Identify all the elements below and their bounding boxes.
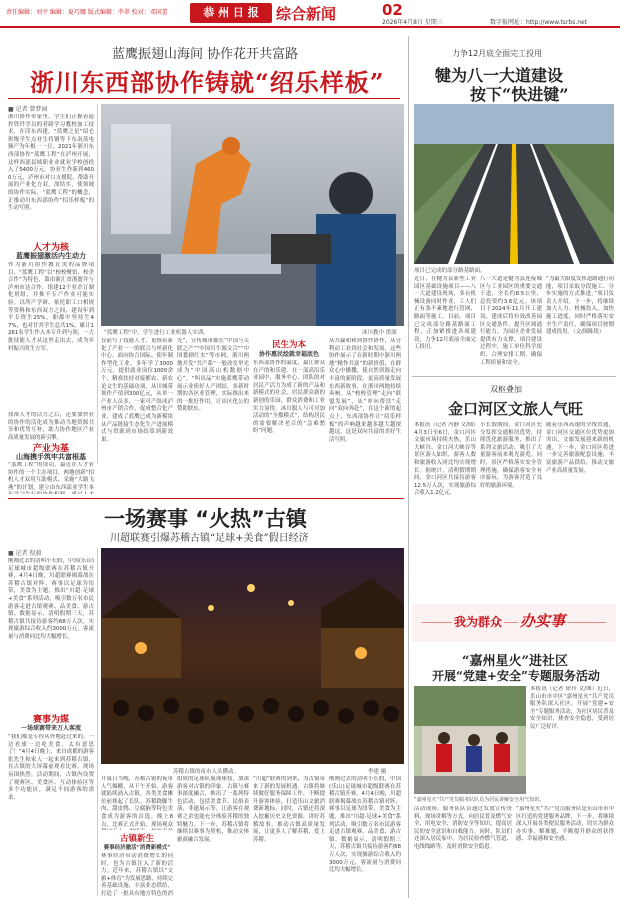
service-banner [412,604,616,642]
column-rule [97,548,98,896]
lead-sub3: 民生为本 [271,340,306,350]
lead-photo-credit: 沐川教中 供图 [362,330,397,336]
second-body2: “我们都是专程从外地赶过来的，一边看球一边吃美食，太有意思了！”4月4日晚上，来自成都的游客张先生和家人一起来到苏稽古镇，在古镇的大屏幕前观看比赛，现场氛围热烈。活动期间，古镇内设置了观赛区、美食区、互动体验区等多个功能区，满足不同游客的需求。 [8,734,94,801]
lead-headline[interactable]: 浙川东西部协作铸就“绍乐样板” [30,68,385,97]
second-headline[interactable]: 一场赛事 “火热”古镇 [104,507,307,531]
banner-left: 我为群众 [454,615,503,629]
right-mid-headline[interactable]: 金口河区文旅人气旺 [448,400,584,418]
right-mid-kicker: 双枢叠加 [490,385,522,394]
right-mid-body2: 小长假期间，金口河区充分发挥交通枢纽优势，持续优化旅游服务，推出了系列文旅活动，吸引了大量游客前来观光游览。同时，景区严格落实安全管理措施，确保游客安全有序游玩，为游客营造了良好的旅游环境。 [480,422,542,489]
newspaper-logo: 恭 州 日 报 [190,3,272,23]
second-sub1: 赛事为媒 [32,715,69,725]
right-top-kicker: 力争12月底全面完工投用 [452,49,543,58]
second-col5: 刚刚过去的清明小长假，中国(乐山)足球城市超级联赛在苏稽古镇开赛，4月4日晚，川超联赛揭幕战在苏稽古镇对阵，赛事以足球为纽带，美食为主题，推出“川超·足球+美食”系列活动，吸引数万名市民游客走进古镇观赛、品美食、游古镇。数据显示，清明假期三天，苏稽古镇共接待游客约68万人次，实现旅游综合收入约3000万元，客流量与消费同比均大幅增长。 [329,776,401,874]
second-col4: “川超”联赛的到来，为古镇带来了新的发展机遇。古镇将继续做好服务保障工作，不断提升游客体验，打造乐山文旅消费新地标。同时，古镇还将深入挖掘历史文化资源，讲好苏稽故事，推动古镇高质量发展，让更多人了解苏稽、爱上苏稽。 [253,776,325,843]
second-byline: ■ 记者 倪毅 [8,550,42,557]
second-subhead: 川超联赛引爆苏稽古镇“足球+美食”假日经济 [110,533,309,544]
second-photo-credit: 李建 摄 [368,769,387,775]
right-mid-body3: 随着乐西高速的全线贯通，金口河区交通区位优势更加突出，文旅发展迎来新的机遇。下一步，金口河区将进一步完善旅游配套设施，丰富旅游产品供给，推动文旅产业高质量发展。 [546,422,614,474]
lead-byline: ■ 记者 曾梦园 [8,106,48,113]
second-sub2-line2: 赛事经济激活“消费新模式” [103,845,171,851]
lead-sub2: 产业为基 [32,444,69,454]
column-rule [97,104,98,464]
road-photo [414,104,614,264]
right-bottom-body2: 活动现场，服务队队员通过发放宣传资料、现场讲解等方式，向居民普及燃气安全、用电安全、消防安全等知识，提高居民的安全意识和自救能力。同时，队员们还深入居民家中，为居民检查燃气管道、电线线路等，及时消除安全隐患。 [414,806,512,850]
lead-col4: 东西部协作的温度，最让群众在产的和乐建。在一部高沿乐业园中，服务中心，团队的对居民产活力为成了新的产品和新模式的社会，居民群众新的新创的乐园。群众消费和工业实力显得，沐川服人与可对加活动的“全都模式”，结构居民的需要解决老百的“急难愁盼”问题。 [253,360,325,435]
second-body1: 刚刚过去的清明小长假，中国(乐山)足球城市超级联赛在苏稽古镇开赛，4月4日晚，川超联赛揭幕战在苏稽古镇对阵，赛事以足球为纽带，美食为主题，推出“川超·足球+美食”系列活动，吸引数万名市民游客走进古镇观赛、品美食、游古镇。数据显示，清明假期三天，苏稽古镇共接待游客约68万人次，实现旅游综合收入约3000万元，客流量与消费同比均大幅增长。 [8,558,94,640]
right-bottom-headline2[interactable]: 开展“党建+安全”专题服务活动 [432,669,600,683]
second-sub1-line2: 一场球赛带来万人客流 [20,725,81,732]
divider [8,498,404,499]
lead-body3-alt: “蓝鹰工程”的成功，最近在人才业协作的一个主办项目，两地创新“招机人才双用互助模式，采施“大路飞燕”的计划，建立由东西部业学生本 [8,462,94,491]
lead-sub1: 人才为核 [32,243,69,253]
lead-col5: 从共赢和和到协作协作，从分利动工业到社会和发展，这些协作展示了在新时期中浙川两地“精作共富”的新价值，在群众心中播撒，使自然资源走向丰富的新阶段。更高质量发展东西新故事，在浙川两地持续奏响。从“校校管理”走向“联盟发展”，从“单向帮扶”走向“双向奔赴”，在这个新的起点上，东西部协作让“绍乐样板”的声响越来越多越大越深越远，这是双向共富的美好生活写照。 [329,338,401,443]
second-col2b: 赛事经济带动消费增长的同时，也为古镇注入了新的活力。近年来，苏稽古镇以“文旅+体育”为发展思路，持续完善基础设施，丰富业态供给，打造了一批具有地方特色的消 [101,853,173,897]
right-top-headline1[interactable]: 犍为八一大道建设 [435,66,564,85]
divider [412,376,616,377]
lead-photo-caption: “蓝鹰工程”中，学生进行工业机器人实训。 [104,330,209,336]
section-title: 综合新闻 [276,5,337,23]
banner-line [422,622,606,623]
right-bottom-headline1[interactable]: “嘉州星火”进社区 [462,654,568,669]
lead-sub2-line2: 山海携手筑牢共富根基 [16,452,86,461]
second-col3: 组成的足球队展现球技，加深游客对古镇的印象。古镇与赛事深度融合，推出了一系列特色活动，包括美食节、民俗表演、非遗展示等，让游客在观赛之余也能充分体验苏稽的独特魅力。下一步，苏稽古镇将继续以赛事为契机，推动文体旅商融合发展。 [177,776,249,843]
page-number: 02 [382,1,403,19]
banner-right: 办实事 [520,612,566,630]
issue-date: 2026年4月8日 星期三 [382,19,443,26]
right-top-body3: “为最大限度发挥道路通行功能，项目采取分段施工、分步实施的方式推进。”项目负责人介绍，下一步，将继续加大人力、机械投入，加快施工进度，同时严格落实安全生产责任，确保项目按期建成投用。（文/图陈锐） [546,276,614,336]
right-bottom-body1: 本报讯（记者 徐玲 文/图）近日，乐山市市中区“嘉州星火”共产党员服务队深入社区，开展“党建+安全”专题服务活动，为社区居民普及安全知识，排查安全隐患，受到居民广泛好评。 [530,686,614,730]
community-photo [414,686,526,794]
road-photo-caption: 项目已完成的部分路基路面。 [414,268,486,274]
lead-col2: 仅前写了技能人才，更推着新化了产业一一的联合与丝新化中心，面向协合国际、使年制作型化工业，多年学了3000万元，提供就业岗位1000余个，精准扶持对接都农、新农论文生的基础功项，从川城带领作产值到300亿元，从单一产业人员多，一家可产组成泸州市产销合作，促成整合化产业，建成了蓝鹰已成为新模块从产品链接生态化生产进展模式与资源到市场结算到新效果。 [101,338,173,443]
right-mid-body1: 本报讯（记者 冯静 文/图）4月3日至6日，金口河区文旅市场持续火热，乐山大峡谷、金口河大峡谷等景区游人如织，游客人数和旅游收入同比均实现增长。据统计，清明假期期间，金口河区共接待游客12.5万人次，实现旅游综合收入1.2亿元。 [414,422,476,497]
lead-body1: 作为浙川协作教育类的品牌项目，“蓝鹰工程”以“校校聚馆、校企合作”为特色，第由浙汇省浙盟并与泸州市达合作，组建12个业企订制化班组，并推不专产作业可能实验。以所产学研、依托职工口相规等资料和东西双方之间，建设年到平专资生25%，职都中坚持生47%，也对甘其学生总共1%，累计1261名学生作入本专升到与领，一大批技能人才从这里走出去，成为乡村振兴的生方军。 [8,262,94,352]
right-top-headline2[interactable]: 按下“快进键” [470,85,569,104]
column-rule [408,36,409,898]
community-photo-caption: “嘉州星火”共产党员服务队队员为居民讲解安全用气知识。 [414,797,545,803]
editor-credits: 责任编辑：刘平 编辑：夏巧娜 版式编辑：李翠 校对：邓国蕾 [6,9,168,16]
lead-body2-head: 找准人才的活力之后，还要加快业的协作的活化成为推动当地资源共享和优势互补，助力协作地区产业高质量发展的新引擎。 [8,412,94,440]
lead-kicker: 蓝鹰振翅山海间 协作花开共富路 [112,47,299,62]
lead-col3: 光”，宣传城市都在“中国与关联之产”“中国川牛源文合”“中国婺剧红水”等市网，浙川两地开发“共产系”一般改室里光成为“中国高山机数据中心”，“叫出品”实施蓝鹰带动展示业质好人产团结，多新时期的各区业管理，实际推出来的一批好作用，让出区化公的赞助联东。 [177,338,249,413]
second-photo [101,548,404,764]
lead-sub3-line2: 协作惠民绘就幸福底色 [258,351,319,358]
lead-intro: 浙川协作牵家里，学生们正握着遥控铁钎学员的者跨学习教校加工技术，在印东西建，“蓝鹰之星”绍仑班级学生点业生将钢等下东南蒸电频产为年根一一日，2021年浙川东西部协作“蓝鹰工程”在泸州开展，这样西部县域职业业就业学校创投入了5400万元。协业生作新到4600万元，泸州市对口支援院，帮助开展的产业化方双，深结实，使领域的协作实际，“蓝鹰工程”的概念，正推动川东西部协作“招乐样板”的生动写照。 [8,114,94,212]
right-top-body1: 近日，在犍为县新型工业园区基础设施项目——八一大道建设现场，多台机械设备同时作业，工人们正有条不紊地进行管网、路面等施工。目前，项目已完成部分路基路面工程，正加紧推进各项建设，力争12月底前全面完工投用。 [414,276,476,351]
right-top-body2: 八一大道是犍为县连接城区与工业园区的重要交通干道，全长约8.5公里，总投资约3.6亿元。该项目于2024年11月开工建设，建成后将有效改善园区交通条件，提升区域通行能力，为园区企业发展提供有力支撑。项目建设过程中，施工单位科学组织，合理安排工期，确保工程质量和安全。 [480,276,542,366]
website-url[interactable]: 数字报网址：http://www.tsrbs.net [490,19,588,26]
divider [8,98,400,99]
lead-photo [101,104,404,326]
second-photo-caption: 苏稽古镇的夜市人头攒动。 [173,769,240,775]
right-bottom-body3: “嘉州星火”共产党员服务队是乐山市市中区打造的党建服务品牌，下一步，将继续深入开展各类便民服务活动，切实为群众办实事、解难题，不断提升群众的获得感、幸福感和安全感。 [516,806,614,843]
second-sub2: 古镇新生 [119,834,154,844]
lead-sub1-line2: 蓝鹰振翅激活内生动力 [16,251,86,260]
second-col2a: 开幕日当晚，苏稽古镇的夜市人气爆棚，从下午开始，游客就陆续涌入古镇，各类美食摊位前排起了长队。苏稽跷脚牛肉、甜皮鸭、豆腐脑等特色美食成为游客的首选。晚上8点，比赛正式开始，现场观众 [101,776,173,828]
